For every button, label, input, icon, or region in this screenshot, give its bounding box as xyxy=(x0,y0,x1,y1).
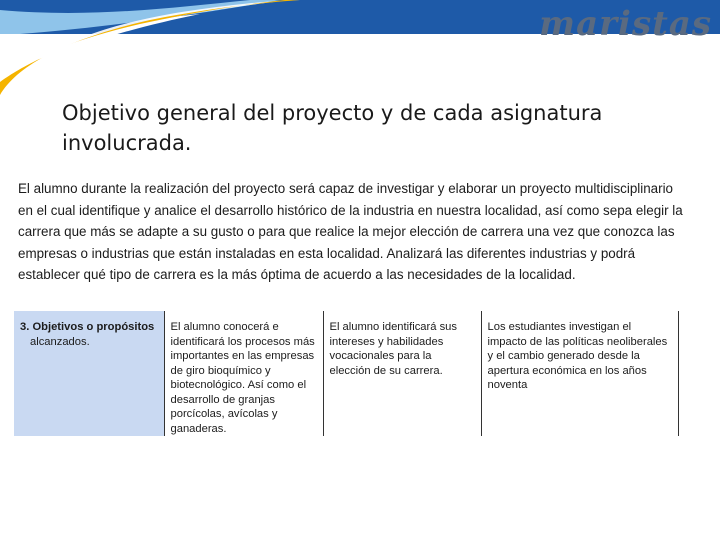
table-cell-biotech: El alumno conocerá e identificará los procesos más importantes en las empresas de giro bioquímico y biotecnológico. Así como el desarrollo de granjas porcícolas, avícolas y ganaderas. xyxy=(164,311,323,436)
general-objective-text: El alumno durante la realización del proyecto será capaz de investigar y elaborar un proyecto multidisciplinario en el cual identifique y analice el desarrollo histórico de la industria en nuestra localidad, así como sepa elegir la carrera que más se adapte a su gusto o para que realice la mejor elección de carrera una vez que conozca las empresas o industrias que están instaladas en esta localidad. Analizará las diferentes industrias y podrá establecer qué tipo de carrera es la más óptima de acuerdo a las necesidades de la localidad. xyxy=(18,181,683,282)
row-header-line-1: 3. Objetivos o propósitos xyxy=(20,321,155,333)
title-line-2: involucrada. xyxy=(62,131,192,155)
title-line-1: Objetivo general del proyecto y de cada asignatura xyxy=(62,101,603,125)
table-row xyxy=(14,311,678,436)
table-cell-policies: Los estudiantes investigan el impacto de las políticas neoliberales y el cambio generado desde la apertura económica en los años noventa xyxy=(481,311,678,436)
maristas-logo: maristas xyxy=(539,4,712,44)
row-header-cell xyxy=(14,311,164,436)
objectives-table xyxy=(14,311,679,436)
page-title xyxy=(62,98,682,158)
table-cell-vocational: El alumno identificará sus intereses y habilidades vocacionales para la elección de su carrera. xyxy=(323,311,481,436)
row-header-line-2: alcanzados. xyxy=(30,335,90,348)
